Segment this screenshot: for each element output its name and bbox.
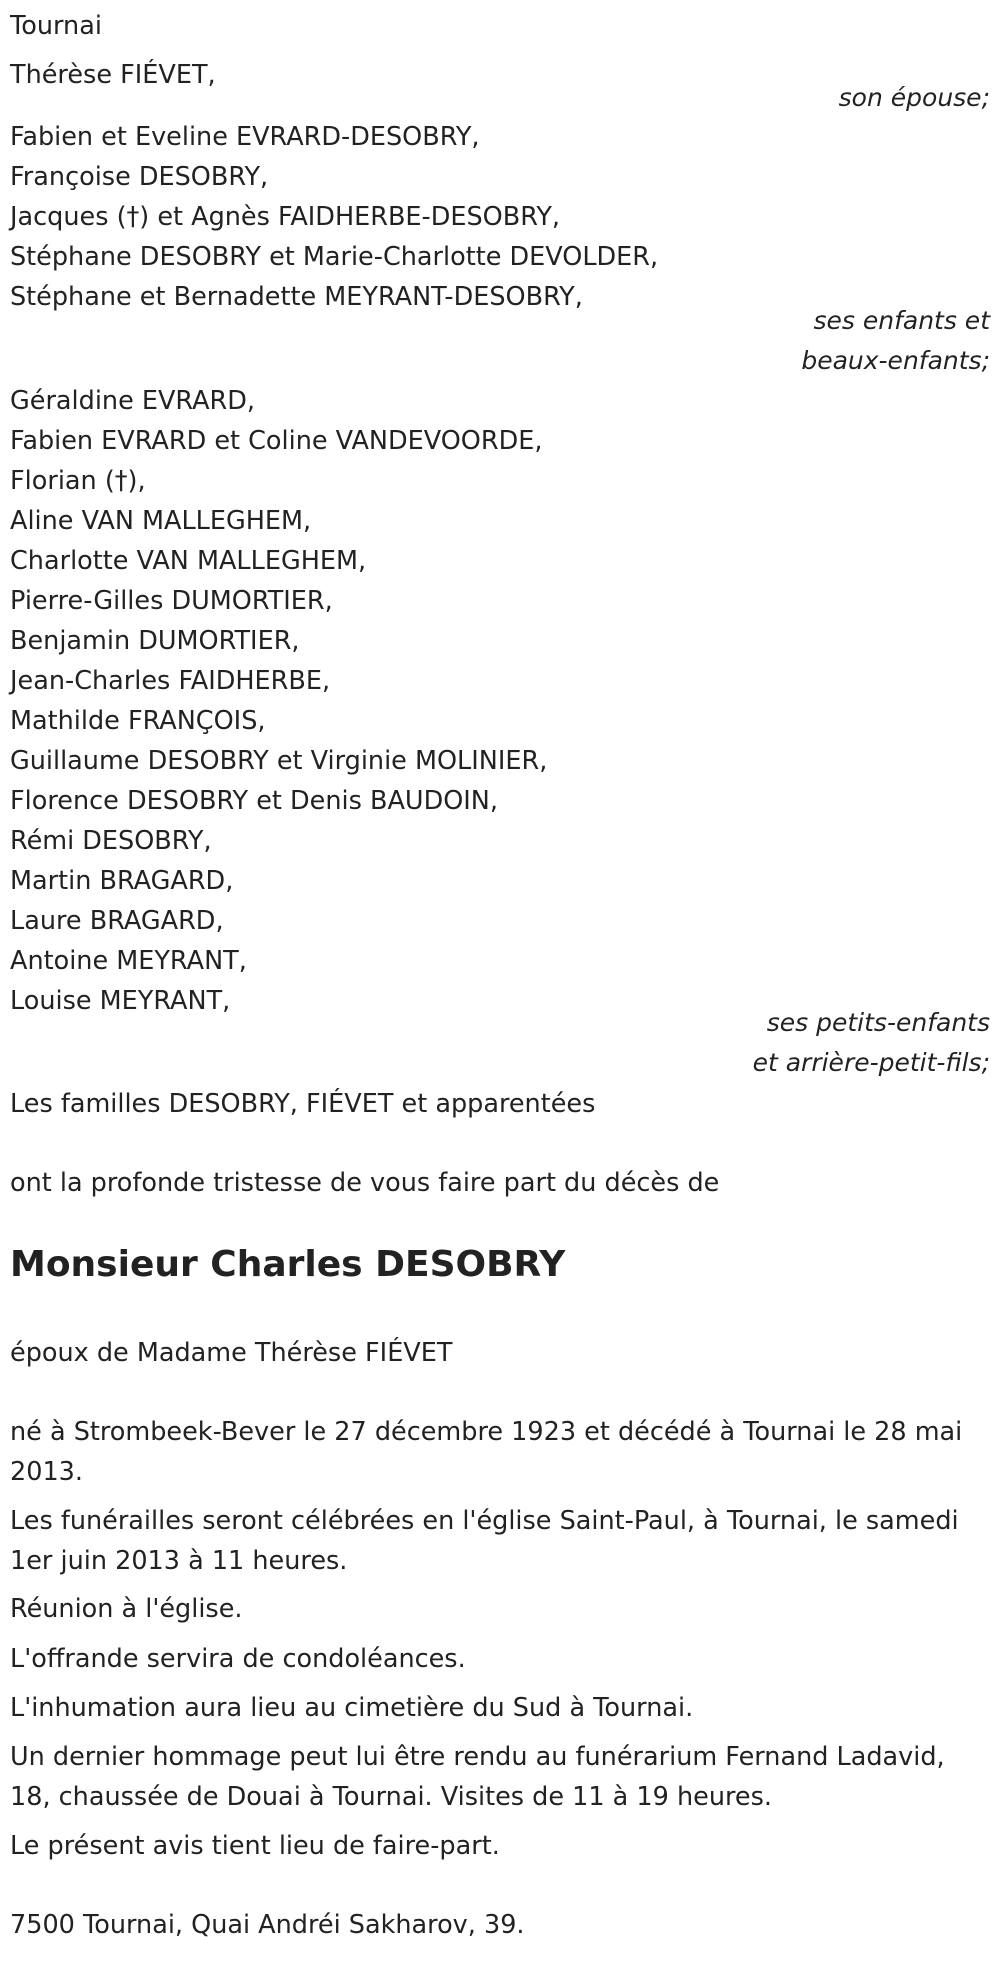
grandchild-name: Géraldine EVRARD, — [10, 386, 256, 416]
child-name: Stéphane et Bernadette MEYRANT-DESOBRY, — [10, 282, 583, 312]
grandchild-name: Aline VAN MALLEGHEM, — [10, 506, 312, 536]
notice-line: Le présent avis tient lieu de faire-part. — [10, 1831, 500, 1861]
birth-death-paragraph: né à Strombeek-Bever le 27 décembre 1923 et décédé à Tournai le 28 mai 2013. — [10, 1417, 963, 1487]
spouse-of-line: époux de Madame Thérèse FIÉVET — [10, 1338, 453, 1368]
child-name: Françoise DESOBRY, — [10, 162, 269, 192]
address-line: 7500 Tournai, Quai Andréi Sakharov, 39. — [10, 1910, 525, 1940]
city-heading: Tournai — [10, 11, 102, 41]
grandchild-name: Louise MEYRANT, — [10, 986, 231, 1016]
funeral-paragraph: Les funérailles seront célébrées en l'église Saint-Paul, à Tournai, le samedi 1er juin 2013 à 11 heures. — [10, 1506, 959, 1576]
grandchild-name: Jean-Charles FAIDHERBE, — [10, 666, 331, 696]
grandchild-name: Martin BRAGARD, — [10, 866, 234, 896]
spouse-role: son épouse; — [838, 83, 990, 112]
grandchild-name: Laure BRAGARD, — [10, 906, 224, 936]
burial-line: L'inhumation aura lieu au cimetière du Sud à Tournai. — [10, 1693, 694, 1723]
child-name: Stéphane DESOBRY et Marie-Charlotte DEVOLDER, — [10, 242, 659, 272]
spouse-name: Thérèse FIÉVET, — [10, 60, 216, 90]
grandchild-name: Antoine MEYRANT, — [10, 946, 247, 976]
children-role-line2: beaux-enfants; — [801, 346, 990, 375]
announcement-line: ont la profonde tristesse de vous faire part du décès de — [10, 1168, 720, 1198]
grandchild-name: Fabien EVRARD et Coline VANDEVOORDE, — [10, 426, 543, 456]
child-name: Fabien et Eveline EVRARD-DESOBRY, — [10, 122, 480, 152]
reunion-line: Réunion à l'église. — [10, 1594, 243, 1624]
grandchild-name: Benjamin DUMORTIER, — [10, 626, 300, 656]
grandchild-name: Rémi DESOBRY, — [10, 826, 212, 856]
families-line: Les familles DESOBRY, FIÉVET et apparentées — [10, 1089, 596, 1119]
offering-line: L'offrande servira de condoléances. — [10, 1644, 466, 1674]
grandchild-name: Pierre-Gilles DUMORTIER, — [10, 586, 333, 616]
grandchildren-role-line1: ses petits-enfants — [766, 1008, 990, 1037]
child-name: Jacques (†) et Agnès FAIDHERBE-DESOBRY, — [10, 202, 561, 232]
grandchild-name: Charlotte VAN MALLEGHEM, — [10, 546, 367, 576]
grandchild-name: Florence DESOBRY et Denis BAUDOIN, — [10, 786, 498, 816]
grandchild-name: Mathilde FRANÇOIS, — [10, 706, 266, 736]
grandchildren-role-line2: et arrière-petit-fils; — [752, 1048, 990, 1077]
grandchild-name: Florian (†), — [10, 466, 146, 496]
children-role-line1: ses enfants et — [813, 306, 990, 335]
deceased-name: Monsieur Charles DESOBRY — [10, 1244, 566, 1285]
grandchild-name: Guillaume DESOBRY et Virginie MOLINIER, — [10, 746, 548, 776]
tribute-paragraph: Un dernier hommage peut lui être rendu au funérarium Fernand Ladavid, 18, chaussée de Douai à Tournai. Visites de 11 à 19 heures. — [10, 1742, 945, 1812]
